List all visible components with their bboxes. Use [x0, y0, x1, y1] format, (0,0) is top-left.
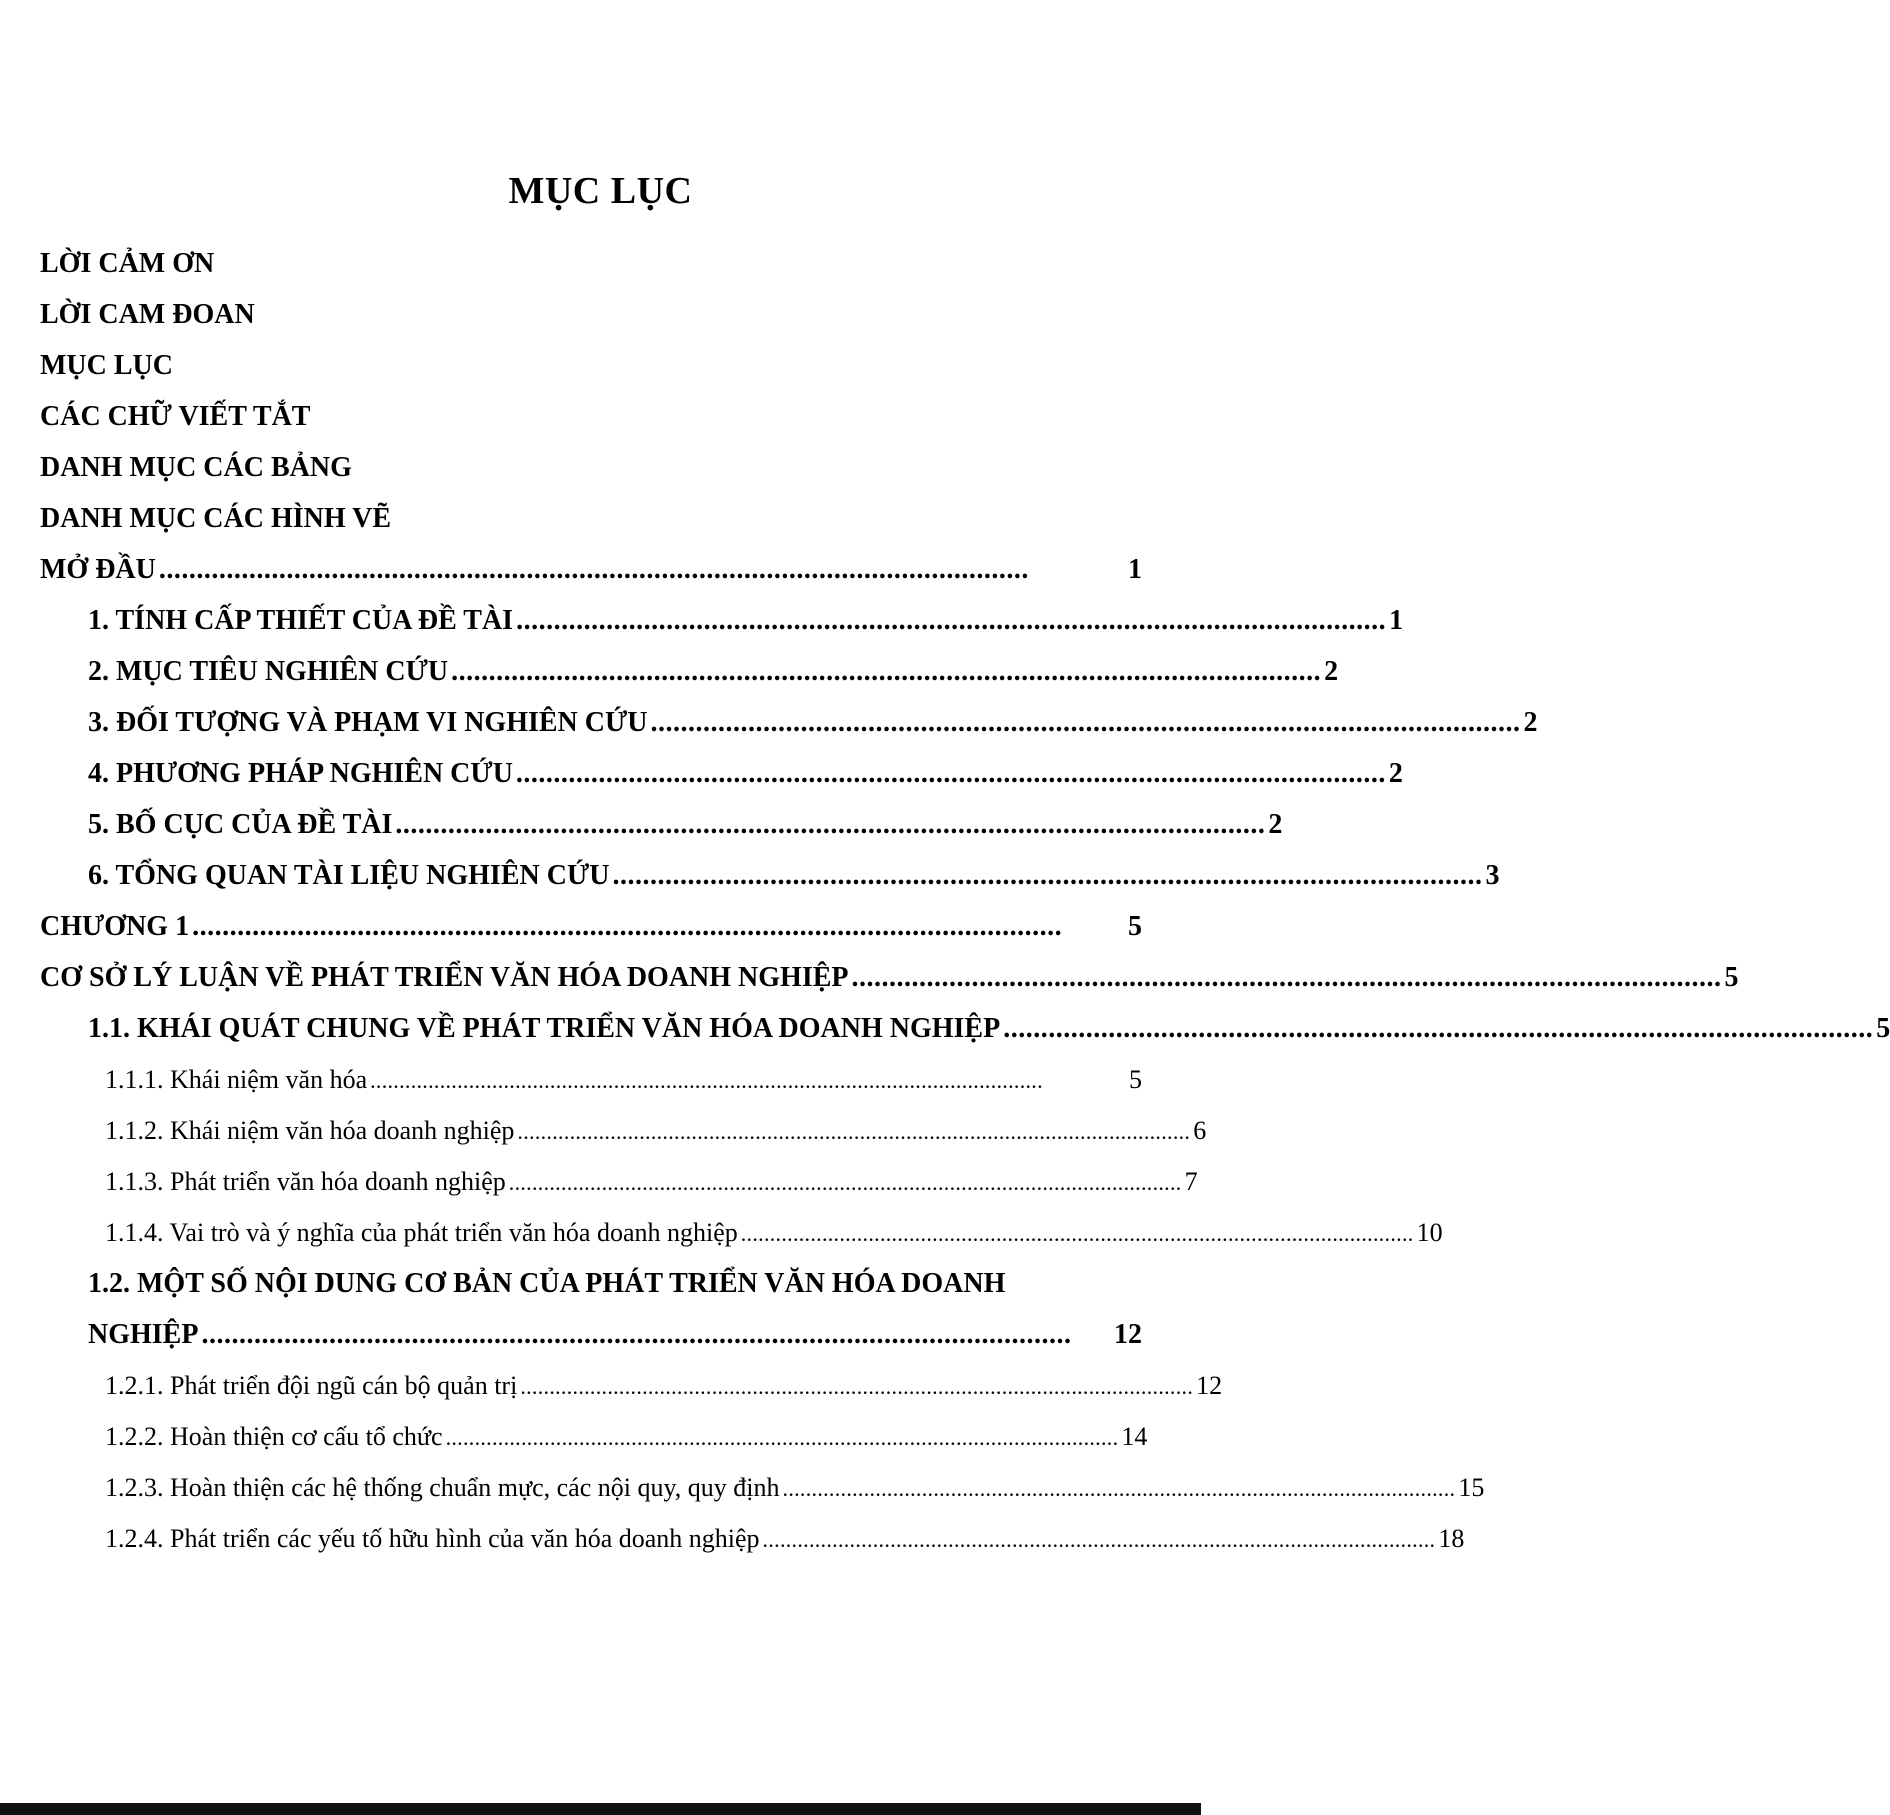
toc-entry[interactable] [40, 442, 1142, 493]
toc-entry-wrapped-line[interactable]: 1.2. MỘT SỐ NỘI DUNG CƠ BẢN CỦA PHÁT TRIỂN VĂN HÓA DOANH [88, 1268, 1006, 1299]
toc-dot-leader: .................................................................................................................... [612, 860, 1483, 891]
toc-dot-leader: .................................................................................................................... [516, 605, 1387, 636]
toc-dot-leader: .................................................................................................................... [782, 1476, 1456, 1501]
toc-entry-label: CHƯƠNG 1 [40, 911, 190, 942]
toc-dot-leader: .................................................................................................................... [370, 1068, 1043, 1093]
toc-page-number: 5 [1876, 1013, 1890, 1044]
toc-page-number: 6 [1193, 1116, 1207, 1145]
toc-entry-label: 1.1.1. Khái niệm văn hóa [105, 1065, 368, 1094]
toc-dot-leader: .................................................................................................................... [517, 1119, 1191, 1144]
toc-entry[interactable] [40, 1411, 1148, 1462]
toc-entry[interactable] [40, 1462, 1485, 1513]
toc-page-number: 3 [1485, 860, 1500, 891]
toc-entry-label: LỜI CẢM ƠN [40, 248, 215, 279]
toc-page-number: 12 [1196, 1371, 1223, 1400]
toc-dot-leader: .................................................................................................................... [395, 809, 1266, 840]
toc-page-number: 5 [1129, 1065, 1142, 1094]
toc-dot-leader: .................................................................................................................... [451, 656, 1322, 687]
toc-dot-leader: .................................................................................................................... [515, 758, 1386, 789]
toc-entry[interactable] [40, 901, 1142, 952]
toc-entry-label: 1. TÍNH CẤP THIẾT CỦA ĐỀ TÀI [88, 605, 514, 636]
toc-page-number: 1 [1128, 554, 1142, 585]
toc-page-number: 5 [1724, 962, 1739, 993]
toc-entry[interactable] [40, 1513, 1465, 1564]
toc-entry-label: 5. BỐ CỤC CỦA ĐỀ TÀI [88, 809, 393, 840]
toc-entry[interactable] [40, 1003, 1890, 1054]
toc-entry-label: 1.2.2. Hoàn thiện cơ cấu tổ chức [105, 1422, 443, 1451]
toc-entry-label: 2. MỤC TIÊU NGHIÊN CỨU [88, 656, 449, 687]
page-title: MỤC LỤC [508, 170, 693, 212]
toc-entry[interactable] [40, 1105, 1207, 1156]
toc-entry-label: 1.1.4. Vai trò và ý nghĩa của phát triển văn hóa doanh nghiệp [105, 1218, 738, 1247]
toc-page-number: 2 [1324, 656, 1339, 687]
toc-entry[interactable] [40, 544, 1142, 595]
toc-entry[interactable] [40, 1054, 1142, 1105]
toc-entry[interactable] [40, 289, 1142, 340]
toc-page-number: 7 [1184, 1167, 1198, 1196]
toc-entry[interactable] [40, 1156, 1198, 1207]
toc-dot-leader: .................................................................................................................... [520, 1374, 1194, 1399]
toc-entry-label: 4. PHƯƠNG PHÁP NGHIÊN CỨU [88, 758, 513, 789]
toc-dot-leader: .................................................................................................................... [740, 1221, 1414, 1246]
toc-entry[interactable] [40, 391, 1142, 442]
toc-page-number: 10 [1416, 1218, 1443, 1247]
toc-entry-label: CƠ SỞ LÝ LUẬN VỀ PHÁT TRIỂN VĂN HÓA DOANH NGHIỆP [40, 962, 849, 993]
toc-entry[interactable] [40, 595, 1404, 646]
toc-entry-label: LỜI CAM ĐOAN [40, 299, 255, 330]
toc-page-number: 5 [1128, 911, 1142, 942]
toc-entry-label: 1.1. KHÁI QUÁT CHUNG VỀ PHÁT TRIỂN VĂN HÓA DOANH NGHIỆP [88, 1013, 1001, 1044]
toc-dot-leader: .................................................................................................................... [851, 962, 1722, 993]
toc-entry-label: 1.2.4. Phát triển các yếu tố hữu hình của văn hóa doanh nghiệp [105, 1524, 760, 1553]
toc-entry[interactable] [40, 1360, 1223, 1411]
toc-dot-leader: .................................................................................................................... [192, 911, 1063, 942]
toc-entry[interactable] [40, 238, 1142, 289]
toc-page-number: 2 [1268, 809, 1283, 840]
toc-entry-label: CÁC CHỮ VIẾT TẮT [40, 401, 311, 432]
bottom-edge-band [0, 1803, 1201, 1815]
toc-entry-label: MỞ ĐẦU [40, 554, 156, 585]
toc-page-number: 2 [1388, 758, 1403, 789]
toc-entry-label: 3. ĐỐI TƯỢNG VÀ PHẠM VI NGHIÊN CỨU [88, 707, 648, 738]
toc-page-number: 18 [1438, 1524, 1465, 1553]
toc-page-number: 14 [1121, 1422, 1148, 1451]
toc-dot-leader: .................................................................................................................... [650, 707, 1521, 738]
toc-entry[interactable] [40, 1207, 1443, 1258]
toc-dot-leader: .................................................................................................................... [1003, 1013, 1874, 1044]
toc-dot-leader: .................................................................................................................... [762, 1527, 1436, 1552]
toc-entry-label: DANH MỤC CÁC HÌNH VẼ [40, 503, 392, 534]
toc-entry-label: 6. TỔNG QUAN TÀI LIỆU NGHIÊN CỨU [88, 860, 610, 891]
toc-entry-label: 1.2.1. Phát triển đội ngũ cán bộ quản trị [105, 1371, 518, 1400]
toc-dot-leader: .................................................................................................................... [445, 1425, 1119, 1450]
toc-page-number: 15 [1458, 1473, 1485, 1502]
toc-entry[interactable] [40, 799, 1283, 850]
toc-entry-label: 1.2.3. Hoàn thiện các hệ thống chuẩn mực, các nội quy, quy định [105, 1473, 780, 1502]
toc-entry[interactable] [40, 493, 1142, 544]
toc-entry-label: MỤC LỤC [40, 350, 173, 381]
toc-entry-label: 1.1.3. Phát triển văn hóa doanh nghiệp [105, 1167, 506, 1196]
toc-entry[interactable] [40, 1309, 1142, 1360]
toc-entry[interactable] [40, 697, 1538, 748]
toc-page-number: 12 [1114, 1319, 1142, 1350]
toc-page-number: 1 [1389, 605, 1404, 636]
toc-dot-leader: .................................................................................................................... [201, 1319, 1072, 1350]
toc-entry-label: NGHIỆP [88, 1319, 199, 1350]
toc-entry-label: DANH MỤC CÁC BẢNG [40, 452, 352, 483]
toc-dot-leader: .................................................................................................................... [158, 554, 1029, 585]
toc-entry[interactable] [40, 748, 1403, 799]
toc-entry[interactable] [40, 952, 1739, 1003]
toc-page-number: 2 [1523, 707, 1538, 738]
toc-dot-leader: .................................................................................................................... [508, 1170, 1182, 1195]
table-of-contents [40, 238, 1890, 1564]
toc-entry[interactable] [40, 850, 1500, 901]
toc-entry[interactable] [40, 646, 1339, 697]
toc-entry-label: 1.1.2. Khái niệm văn hóa doanh nghiệp [105, 1116, 515, 1145]
toc-entry[interactable] [40, 340, 1142, 391]
